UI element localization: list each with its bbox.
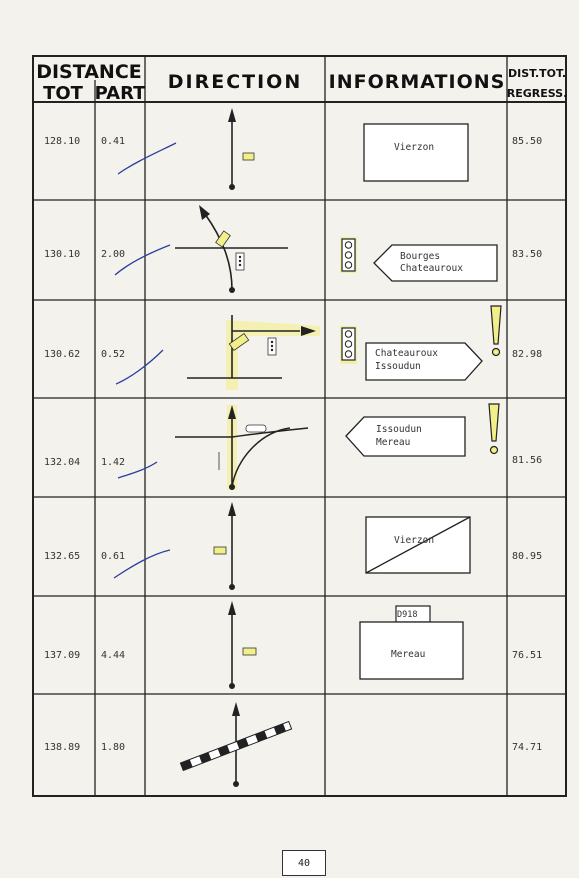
sign-text: Vierzon xyxy=(394,535,435,546)
direction-diagram-row-7 xyxy=(180,702,291,787)
sign-text: Issoudun xyxy=(375,361,421,372)
regress-distance: 85.50 xyxy=(512,136,543,147)
header-informations: INFORMATIONS xyxy=(328,71,506,93)
sign-text: Mereau xyxy=(391,649,426,660)
part-distance: 4.44 xyxy=(101,650,126,661)
warning-exclamation-icon xyxy=(489,404,499,454)
header-regress: REGRESS. xyxy=(506,87,568,100)
tot-distance: 132.04 xyxy=(44,457,81,468)
traffic-light-icon xyxy=(340,326,357,364)
regress-distance: 74.71 xyxy=(512,742,543,753)
header-distance: DISTANCE xyxy=(36,61,142,83)
direction-diagram-row-4 xyxy=(175,405,308,490)
sign-text: Chateauroux xyxy=(375,348,438,359)
regress-distance: 82.98 xyxy=(512,349,543,360)
part-distance: 0.52 xyxy=(101,349,126,360)
part-distance: 1.80 xyxy=(101,742,126,753)
part-distance: 0.61 xyxy=(101,551,126,562)
regress-distance: 80.95 xyxy=(512,551,543,562)
part-distance: 2.00 xyxy=(101,249,126,260)
sign-text: Issoudun xyxy=(376,424,422,435)
page-number: 40 xyxy=(282,850,326,876)
sign-text: Chateauroux xyxy=(400,263,463,274)
sign-text: Mereau xyxy=(376,437,411,448)
tot-distance: 130.62 xyxy=(44,349,81,360)
tot-distance: 138.89 xyxy=(44,742,81,753)
regress-distance: 81.56 xyxy=(512,455,543,466)
direction-diagram-row-6 xyxy=(228,601,256,689)
direction-diagram-row-1 xyxy=(228,108,254,190)
route-tag-text: D918 xyxy=(397,610,418,620)
traffic-light-icon xyxy=(340,237,357,273)
direction-diagram-row-5 xyxy=(214,502,236,590)
direction-diagram-row-2 xyxy=(175,205,288,293)
header-direction: DIRECTION xyxy=(167,71,303,93)
header-tot: TOT xyxy=(43,83,83,104)
direction-diagram-row-3 xyxy=(187,315,320,390)
regress-distance: 83.50 xyxy=(512,249,543,260)
header-part: PART xyxy=(94,83,146,104)
tot-distance: 132.65 xyxy=(44,551,81,562)
sign-text: Vierzon xyxy=(394,142,435,153)
tot-distance: 128.10 xyxy=(44,136,81,147)
sign-text: Bourges xyxy=(400,251,441,262)
part-distance: 0.41 xyxy=(101,136,126,147)
regress-distance: 76.51 xyxy=(512,650,543,661)
tot-distance: 137.09 xyxy=(44,650,81,661)
header-dist-tot: DIST.TOT. xyxy=(507,67,567,80)
warning-exclamation-icon xyxy=(491,306,501,356)
part-distance: 1.42 xyxy=(101,457,126,468)
tot-distance: 130.10 xyxy=(44,249,81,260)
